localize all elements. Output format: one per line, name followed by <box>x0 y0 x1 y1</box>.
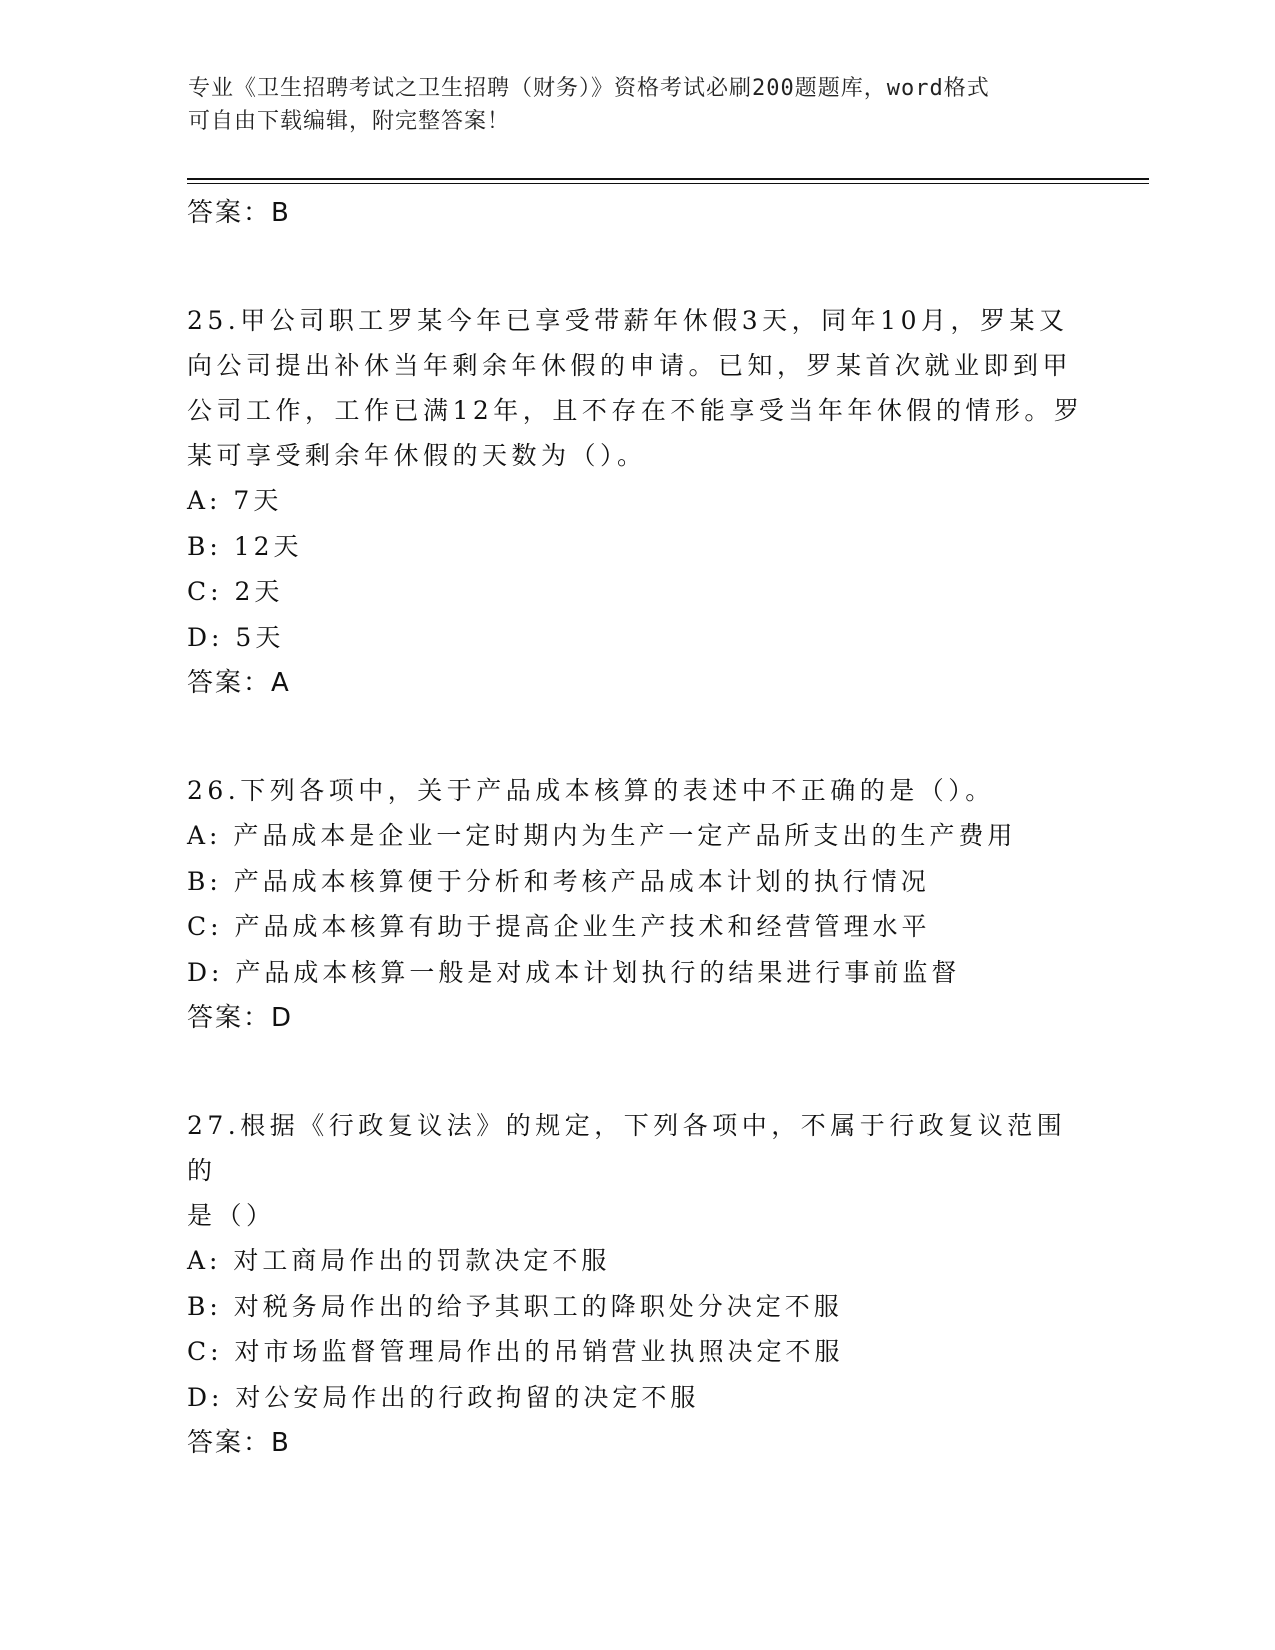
spacer <box>187 706 1087 768</box>
option-d: D: 5天 <box>187 622 285 652</box>
question-27 <box>187 1103 1087 1466</box>
question-25 <box>187 298 1087 706</box>
question-text-line: 25.甲公司职工罗某今年已享受带薪年休假3天，同年10月，罗某又 <box>187 306 1069 335</box>
option-a: A: 7天 <box>187 486 283 515</box>
question-26 <box>187 768 1087 1041</box>
question-text-line: 26.下列各项中，关于产品成本核算的表述中不正确的是（）。 <box>187 776 995 805</box>
option-b: B: 产品成本核算便于分析和考核产品成本计划的执行情况 <box>187 866 930 896</box>
option-b: B: 对税务局作出的给予其职工的降职处分决定不服 <box>187 1291 843 1321</box>
answer: 答案：D <box>187 1003 294 1033</box>
question-text-line: 27.根据《行政复议法》的规定，下列各项中，不属于行政复议范围的 <box>187 1111 1067 1185</box>
option-c: C: 产品成本核算有助于提高企业生产技术和经营管理水平 <box>187 912 931 941</box>
question-text-line: 向公司提出补休当年剩余年休假的申请。已知，罗某首次就业即到甲 <box>187 351 1073 380</box>
option-c: C: 对市场监督管理局作出的吊销营业执照决定不服 <box>187 1337 844 1366</box>
answer: 答案：B <box>187 1428 291 1458</box>
option-a: A: 对工商局作出的罚款决定不服 <box>187 1246 611 1275</box>
previous-answer: 答案：B <box>187 198 291 228</box>
option-d: D: 产品成本核算一般是对成本计划执行的结果进行事前监督 <box>187 957 961 987</box>
question-text-line: 某可享受剩余年休假的天数为（）。 <box>187 441 647 470</box>
option-d: D: 对公安局作出的行政拘留的决定不服 <box>187 1382 700 1412</box>
header-line-2: 可自由下载编辑，附完整答案！ <box>188 109 511 134</box>
spacer <box>187 236 1087 298</box>
question-text-line: 是（） <box>187 1201 276 1230</box>
question-text-line: 公司工作，工作已满12年，且不存在不能享受当年年休假的情形。罗 <box>187 396 1084 425</box>
document-body <box>187 190 1087 1466</box>
header-divider-thick <box>187 178 1149 180</box>
option-a: A: 产品成本是企业一定时期内为生产一定产品所支出的生产费用 <box>187 821 1017 850</box>
answer: 答案：A <box>187 668 291 698</box>
option-b: B: 12天 <box>187 531 303 561</box>
spacer <box>187 1041 1087 1103</box>
header-line-1: 专业《卫生招聘考试之卫生招聘（财务）》资格考试必刷200题题库，word格式 <box>188 76 990 101</box>
option-c: C: 2天 <box>187 577 284 606</box>
header-divider-thin <box>187 183 1149 184</box>
document-header <box>188 72 1068 138</box>
